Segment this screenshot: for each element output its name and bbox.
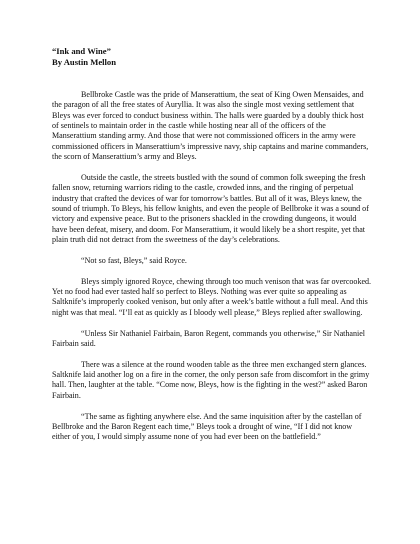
paragraph: “Unless Sir Nathaniel Fairbain, Baron Regent, commands you otherwise,” Sir Nathaniel Fairbain said. — [52, 328, 366, 348]
author-byline: By Austin Mellon — [52, 57, 116, 67]
paragraph: “Not so fast, Bleys,” said Royce. — [81, 255, 187, 265]
paragraph: There was a silence at the round wooden table as the three men exchanged stern glances. Saltknife laid another log on a fire in the corner, the only person safe from discomfort in the grimy hall. Then, laughter at the table. “Come now, Bleys, how is the fighting in the west?” asked Baron Fairbain. — [52, 359, 370, 400]
paragraph: Outside the castle, the streets bustled with the sound of common folk sweeping the fresh fallen snow, returning warriors riding to the castle, crowded inns, and the ringing of perpetual industry that crafted the devices of war for tomorrow’s battles. But all of it was, Bleys knew, the sound of triumph. To Bleys, his fellow knights, and even the people of Bellbroke it was a sound of victory and expensive peace. But to the prisoners shackled in the crowding dungeons, it would have been defeat, misery, and doom. For Manserattium, it would likely be a short respite, yet that plain truth did not detract from the sweetness of the day’s celebrations. — [52, 172, 369, 244]
paragraph: Bleys simply ignored Royce, chewing through too much venison that was far overcooked. Yet no food had ever tasted half so perfect to Bleys. Nothing was ever quite so appealing as Saltknife’s improperly cooked venison, but only after a week’s battle without a full meal. And this night was that meal. “I’ll eat as quickly as I bloody well please,” Bleys replied after swallowing. — [52, 276, 372, 317]
document-page — [52, 46, 372, 453]
paragraph: Bellbroke Castle was the pride of Manserattium, the seat of King Owen Mensaides, and the paragon of all the free states of Auryllia. It was also the single most vexing settlement that Bleys was ever forced to conduct business within. The halls were guarded by a doubly thick host of sentinels to maintain order in the castle while hosting near all of the officers of the Manserattium standing army. And those that were not commissioned officers in the army were commissioned officers in Manserattium’s impressive navy, ship captains and marine commanders, the scorn of Manserattium’s army and Bleys. — [52, 90, 369, 162]
paragraph: “The same as fighting anywhere else. And the same inquisition after by the castellan of Bellbroke and the Baron Regent each time,” Bleys took a drought of wine, “If I did not know either of you, I would simply assume none of you had ever been on the battlefield.” — [52, 411, 362, 442]
story-title: “Ink and Wine” — [52, 46, 111, 56]
